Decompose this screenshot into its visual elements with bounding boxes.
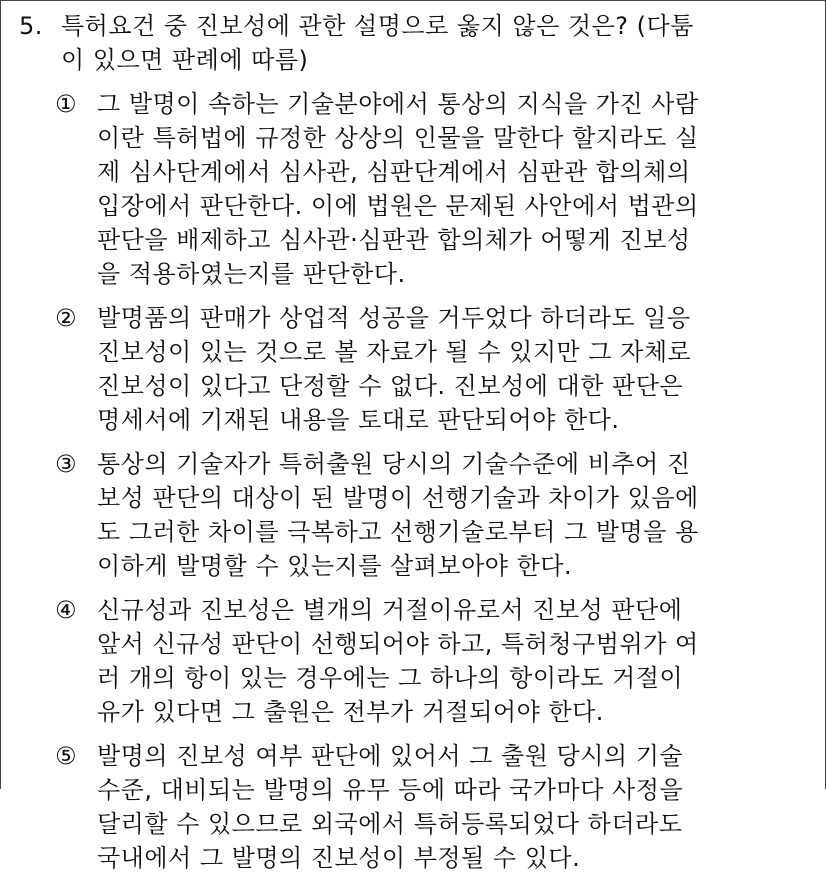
option-marker: ② [55,304,78,332]
option-text-line: 그 발명이 속하는 기술분야에서 통상의 지식을 가진 사람 [97,90,699,118]
option-text-line: 통상의 기술자가 특허출원 당시의 기술수준에 비추어 진 [97,450,691,478]
question-block [19,9,809,885]
option-text [97,301,809,437]
option-text-line: 유가 있다면 그 출원은 전부가 거절되어야 한다. [97,698,604,726]
option-text-line: 제 심사단계에서 심사관, 심판단계에서 심판관 합의체의 [97,158,691,186]
option-text-line: 명세서에 기재된 내용을 토대로 판단되어야 한다. [97,406,620,434]
option-text-line: 진보성이 있는 것으로 볼 자료가 될 수 있지만 그 자체로 [97,338,692,366]
option-marker: ① [55,90,78,118]
question-number: 5. [19,12,43,40]
option-1[interactable] [55,87,809,291]
option-text-line: 판단을 배제하고 심사관·심판관 합의체가 어떻게 진보성 [97,226,691,254]
option-marker: ⑤ [55,742,78,770]
option-text-line: 이란 특허법에 규정한 상상의 인물을 말한다 할지라도 실 [97,124,699,152]
option-2[interactable] [55,301,809,437]
option-text [97,447,809,583]
option-text-line: 발명품의 판매가 상업적 성공을 거두었다 하더라도 일응 [97,304,691,332]
option-marker: ③ [55,450,78,478]
question-stem [19,9,809,77]
option-text-line: 국내에서 그 발명의 진보성이 부정될 수 있다. [97,844,581,872]
option-5[interactable] [55,739,809,875]
option-text-line: 러 개의 항이 있는 경우에는 그 하나의 항이라도 거절이 [97,664,684,692]
option-text-line: 도 그러한 차이를 극복하고 선행기술로부터 그 발명을 용 [97,518,699,546]
option-text [97,87,809,291]
question-text-line: 이 있으면 판례에 따름) [61,46,309,74]
option-text-line: 입장에서 판단한다. 이에 법원은 문제된 사안에서 법관의 [97,192,699,220]
option-text-line: 발명의 진보성 여부 판단에 있어서 그 출원 당시의 기술 [97,742,684,770]
option-4[interactable] [55,593,809,729]
option-text [97,593,809,729]
answer-options [19,87,809,875]
option-text-line: 신규성과 진보성은 별개의 거절이유로서 진보성 판단에 [97,596,683,624]
option-text-line: 앞서 신규성 판단이 선행되어야 하고, 특허청구범위가 여 [97,630,699,658]
option-text-line: 달리할 수 있으므로 외국에서 특허등록되었다 하더라도 [97,810,683,838]
option-text-line: 보성 판단의 대상이 된 발명이 선행기술과 차이가 있음에 [97,484,699,512]
option-text-line: 진보성이 있다고 단정할 수 없다. 진보성에 대한 판단은 [97,372,684,400]
option-text-line: 이하게 발명할 수 있는지를 살펴보아야 한다. [97,552,573,580]
option-text-line: 수준, 대비되는 발명의 유무 등에 따라 국가마다 사정을 [97,776,684,804]
question-text [61,9,809,77]
option-marker: ④ [55,596,78,624]
option-text [97,739,809,875]
option-3[interactable] [55,447,809,583]
question-text-line: 특허요건 중 진보성에 관한 설명으로 옳지 않은 것은? (다툼 [61,12,694,40]
option-text-line: 을 적용하였는지를 판단한다. [97,260,406,288]
